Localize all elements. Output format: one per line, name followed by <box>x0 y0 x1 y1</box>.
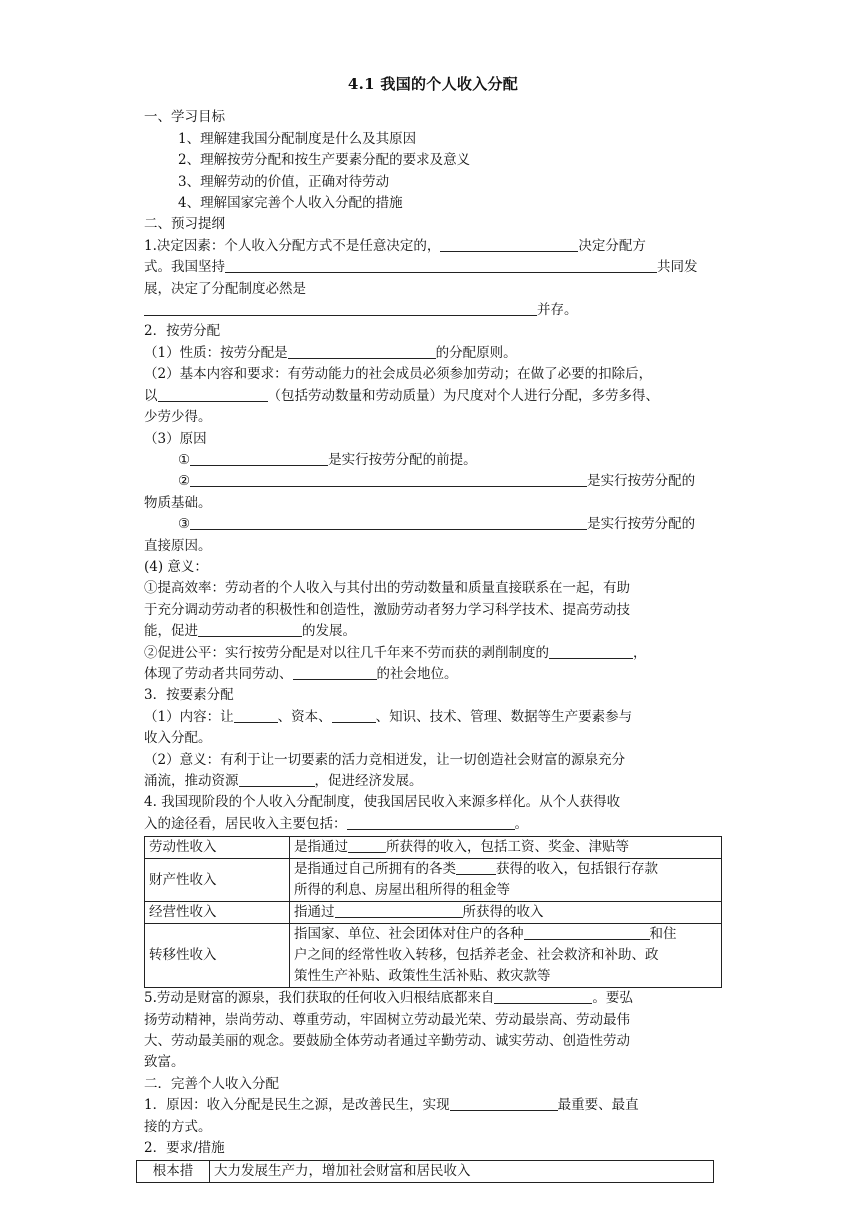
reason-item <box>144 514 722 535</box>
text: 体现了劳动者共同劳动、 <box>144 665 293 682</box>
subheading-factor: 3．按要素分配 <box>144 687 234 704</box>
text-line: 于充分调动劳动者的积极性和创造性，激励劳动者努力学习科学技术、提高劳动技 <box>144 601 630 618</box>
text: 是指通过自己所拥有的各类 <box>294 861 456 878</box>
text: 和住 <box>649 926 677 943</box>
table-cell: 转移性收入 <box>145 924 290 988</box>
text-line: 少劳少得。 <box>144 409 212 426</box>
table-cell: 根本措 <box>137 1161 210 1183</box>
table-cell <box>290 924 722 988</box>
text-line: 直接原因。 <box>144 537 212 554</box>
table-cell: 经营性收入 <box>145 902 290 924</box>
reason-item <box>144 450 722 471</box>
blank-line <box>456 860 496 875</box>
goal-item: 2、理解按劳分配和按生产要素分配的要求及意义 <box>178 152 471 169</box>
table-row <box>145 924 722 988</box>
paragraph-reason <box>144 1095 722 1116</box>
blank-line <box>440 237 578 252</box>
paragraph-factor-content <box>144 707 722 728</box>
text: （1）内容：让 <box>144 708 234 725</box>
table-cell: 劳动性收入 <box>145 837 290 859</box>
paragraph-factor-meaning <box>144 771 722 792</box>
blank-line <box>332 708 376 723</box>
measures-table <box>136 1160 714 1183</box>
blank-line <box>190 472 587 487</box>
text: 涌流，推动资源 <box>144 773 239 789</box>
paragraph-labor-source <box>144 988 722 1009</box>
text: 是实行按劳分配的 <box>587 473 696 490</box>
paragraph-fairness-cont <box>144 664 722 685</box>
text: ， <box>633 644 647 661</box>
text: 1.决定因素：个人收入分配方式不是任意决定的， <box>144 237 441 254</box>
text: 户之间的经常性收入转移，包括养老金、社会救济和补助、政 <box>294 947 659 964</box>
page-title: 4.1 我国的个人收入分配 <box>347 75 519 93</box>
text-line: （3）原因 <box>144 430 207 447</box>
blank-line <box>234 708 278 723</box>
text: 的发展。 <box>302 623 356 640</box>
blank-line <box>335 903 463 918</box>
text: ② <box>178 473 191 490</box>
text-line: 大、劳动最美丽的观念。要鼓励全体劳动者通过辛勤劳动、诚实劳动、创造性劳动 <box>144 1033 630 1050</box>
table-cell <box>290 859 722 902</box>
text: 获得的收入，包括银行存款 <box>496 861 658 878</box>
blank-line <box>293 665 377 680</box>
goal-item: 4、理解国家完善个人收入分配的措施 <box>178 195 403 212</box>
subheading-labor: 2．按劳分配 <box>144 323 221 340</box>
table-row <box>145 837 722 859</box>
text: 是实行按劳分配的前提。 <box>328 451 477 468</box>
blank-line <box>239 772 315 787</box>
table-row <box>145 902 722 924</box>
blank-line <box>494 989 592 1004</box>
blank-line <box>347 815 515 830</box>
paragraph-efficiency-end <box>144 621 722 642</box>
text: 5.劳动是财富的源泉，我们获取的任何收入归根结底都来自 <box>144 990 495 1007</box>
section-heading-outline: 二、预习提纲 <box>144 216 225 233</box>
text-line: 4. 我国现阶段的个人收入分配制度，使我国居民收入来源多样化。从个人获得收 <box>144 794 621 811</box>
text-line: 接的方式。 <box>144 1118 212 1135</box>
table-row <box>145 859 722 902</box>
goal-item: 1、理解建我国分配制度是什么及其原因 <box>178 130 417 147</box>
text: 指通过 <box>294 904 335 921</box>
text: 决定分配方 <box>578 237 646 254</box>
text: 所得的利息、房屋出租所得的租金等 <box>294 882 510 899</box>
blank-line <box>524 925 650 940</box>
text: 、资本、 <box>277 708 332 725</box>
blank-line <box>198 622 302 637</box>
text-line: （2）意义：有利于让一切要素的活力竞相迸发，让一切创造社会财富的源泉充分 <box>144 751 626 768</box>
table-cell: 大力发展生产力，增加社会财富和居民收入 <box>210 1161 714 1183</box>
paragraph-income-sources <box>144 814 722 835</box>
table-cell <box>290 837 722 859</box>
text: （包括劳动数量和劳动质量）为尺度对个人进行分配，多劳多得、 <box>267 387 659 404</box>
text: 。要弘 <box>592 990 633 1007</box>
text: 所获得的收入 <box>462 904 544 921</box>
table-cell <box>290 902 722 924</box>
text-line: 2．要求/措施 <box>144 1140 225 1157</box>
text: 是实行按劳分配的 <box>587 516 696 533</box>
text: 能，促进 <box>144 623 198 640</box>
reason-item <box>144 471 722 492</box>
blank-line <box>190 451 328 466</box>
text: ②促进公平：实行按劳分配是对以往几千年来不劳而获的剥削制度的 <box>144 644 549 661</box>
text-line: 扬劳动精神，崇尚劳动、尊重劳动，牢固树立劳动最光荣、劳动最崇高、劳动最伟 <box>144 1011 630 1028</box>
text: ，促进经济发展。 <box>314 773 423 789</box>
text: 并存。 <box>537 302 578 319</box>
paragraph-determinant-end <box>144 300 722 321</box>
text-line: 致富。 <box>144 1054 185 1071</box>
text: 以 <box>144 387 158 404</box>
text: 是指通过 <box>294 839 348 856</box>
blank-line <box>450 1096 558 1111</box>
table-row <box>137 1161 714 1183</box>
text-line: (4) 意义： <box>144 558 208 575</box>
text: 式。我国坚持 <box>144 259 225 276</box>
text: ③ <box>178 516 191 533</box>
text: 1．原因：收入分配是民生之源，是改善民生，实现 <box>144 1097 450 1114</box>
paragraph-fairness <box>144 643 722 664</box>
text: ① <box>178 451 191 468</box>
text: 的社会地位。 <box>376 665 458 682</box>
text: 所获得的收入，包括工资、奖金、津贴等 <box>386 839 629 856</box>
text-line: ①提高效率：劳动者的个人收入与其付出的劳动数量和质量直接联系在一起，有助 <box>144 580 630 597</box>
table-cell: 财产性收入 <box>145 859 290 902</box>
goal-item: 3、理解劳动的价值，正确对待劳动 <box>178 173 390 190</box>
paragraph-nature <box>144 343 722 364</box>
blank-line <box>158 387 268 402</box>
paragraph-content <box>144 386 722 407</box>
text-line: （2）基本内容和要求：有劳动能力的社会成员必须参加劳动；在做了必要的扣除后， <box>144 366 653 383</box>
text-line: 展，决定了分配制度必然是 <box>144 280 306 297</box>
paragraph-determinant-cont <box>144 257 722 278</box>
text: 指国家、单位、社会团体对住户的各种 <box>294 926 524 943</box>
section-heading-goals: 一、学习目标 <box>144 109 225 126</box>
blank-line <box>144 301 537 316</box>
text-line: 物质基础。 <box>144 494 212 511</box>
blank-line <box>190 515 587 530</box>
document-page <box>144 72 722 1183</box>
text: 策性生产补贴、政策性生活补贴、救灾款等 <box>294 968 551 985</box>
paragraph-determinant <box>144 236 722 257</box>
blank-line <box>225 258 657 273</box>
section-heading-improve: 二．完善个人收入分配 <box>144 1075 279 1092</box>
blank-line <box>348 838 386 853</box>
text: 的分配原则。 <box>435 344 517 361</box>
text-line: 收入分配。 <box>144 730 212 747</box>
text: 、知识、技术、管理、数据等生产要素参与 <box>375 708 633 725</box>
blank-line <box>549 644 633 659</box>
text: （1）性质：按劳分配是 <box>144 344 288 361</box>
income-types-table <box>144 836 722 988</box>
text: 入的途径看，居民收入主要包括： <box>144 815 347 832</box>
text: 。 <box>514 815 528 832</box>
text: 共同发 <box>657 259 698 276</box>
blank-line <box>288 344 436 359</box>
text: 最重要、最直 <box>557 1097 639 1114</box>
